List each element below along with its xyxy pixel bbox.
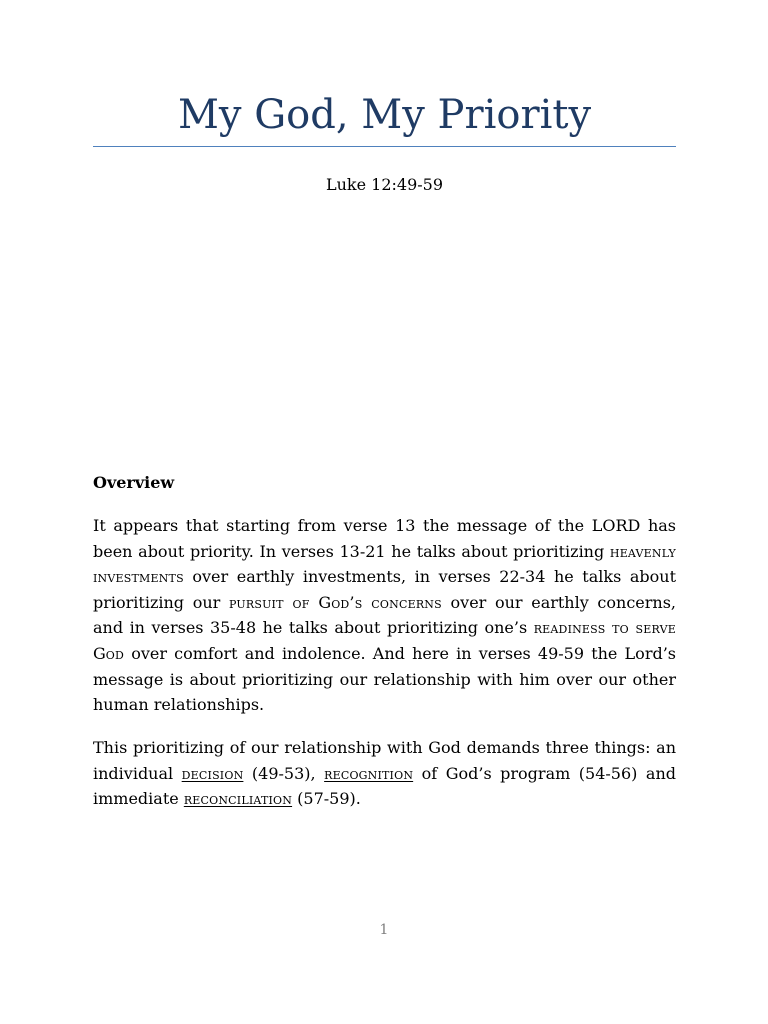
keyword-reconciliation: reconciliation [183,789,293,809]
keyword-decision: decision [181,763,244,783]
small-caps-phrase: readiness to serve [533,618,676,638]
paragraph-text: of God’s program (54-56) and immediate [93,763,676,809]
scripture-reference: Luke 12:49-59 [325,175,444,194]
small-caps-phrase: od [105,643,125,663]
overview-heading: Overview [93,473,175,492]
small-caps-initial: G [318,592,332,612]
small-caps-phrase: heavenly investments [93,541,676,587]
paragraph-text: over our earthly concerns, and in verses 35-48 he talks about prioritizing one’s [93,592,677,638]
overview-paragraph-1 [93,513,676,718]
small-caps-phrase: pursuit of [228,592,319,612]
small-caps-phrase: od’s concerns [331,592,442,612]
paragraph-text: over comfort and indolence. And here in verses 49-59 the Lord’s message is about prioritizing our relationship with him over our other human relationships. [93,643,676,715]
paragraph-text: This prioritizing of our relationship with God demands three things: an individual [93,738,676,783]
small-caps-initial: G [93,643,106,663]
paragraph-text: over earthly investments, in verses 22-34 he talks about prioritizing our [93,567,676,612]
paragraph-text: (57-59). [292,789,361,809]
paragraph-text: It appears that starting from verse 13 the message of the LORD has been about priority. In verses 13-21 he talks about prioritizing [93,516,676,561]
keyword-recognition: recognition [324,763,414,783]
paragraph-text: (49-53), [243,763,325,783]
title-underline-rule [93,146,676,147]
page-number: 1 [379,922,389,938]
document-title: My God, My Priority [177,92,592,138]
overview-paragraph-2 [93,735,676,812]
